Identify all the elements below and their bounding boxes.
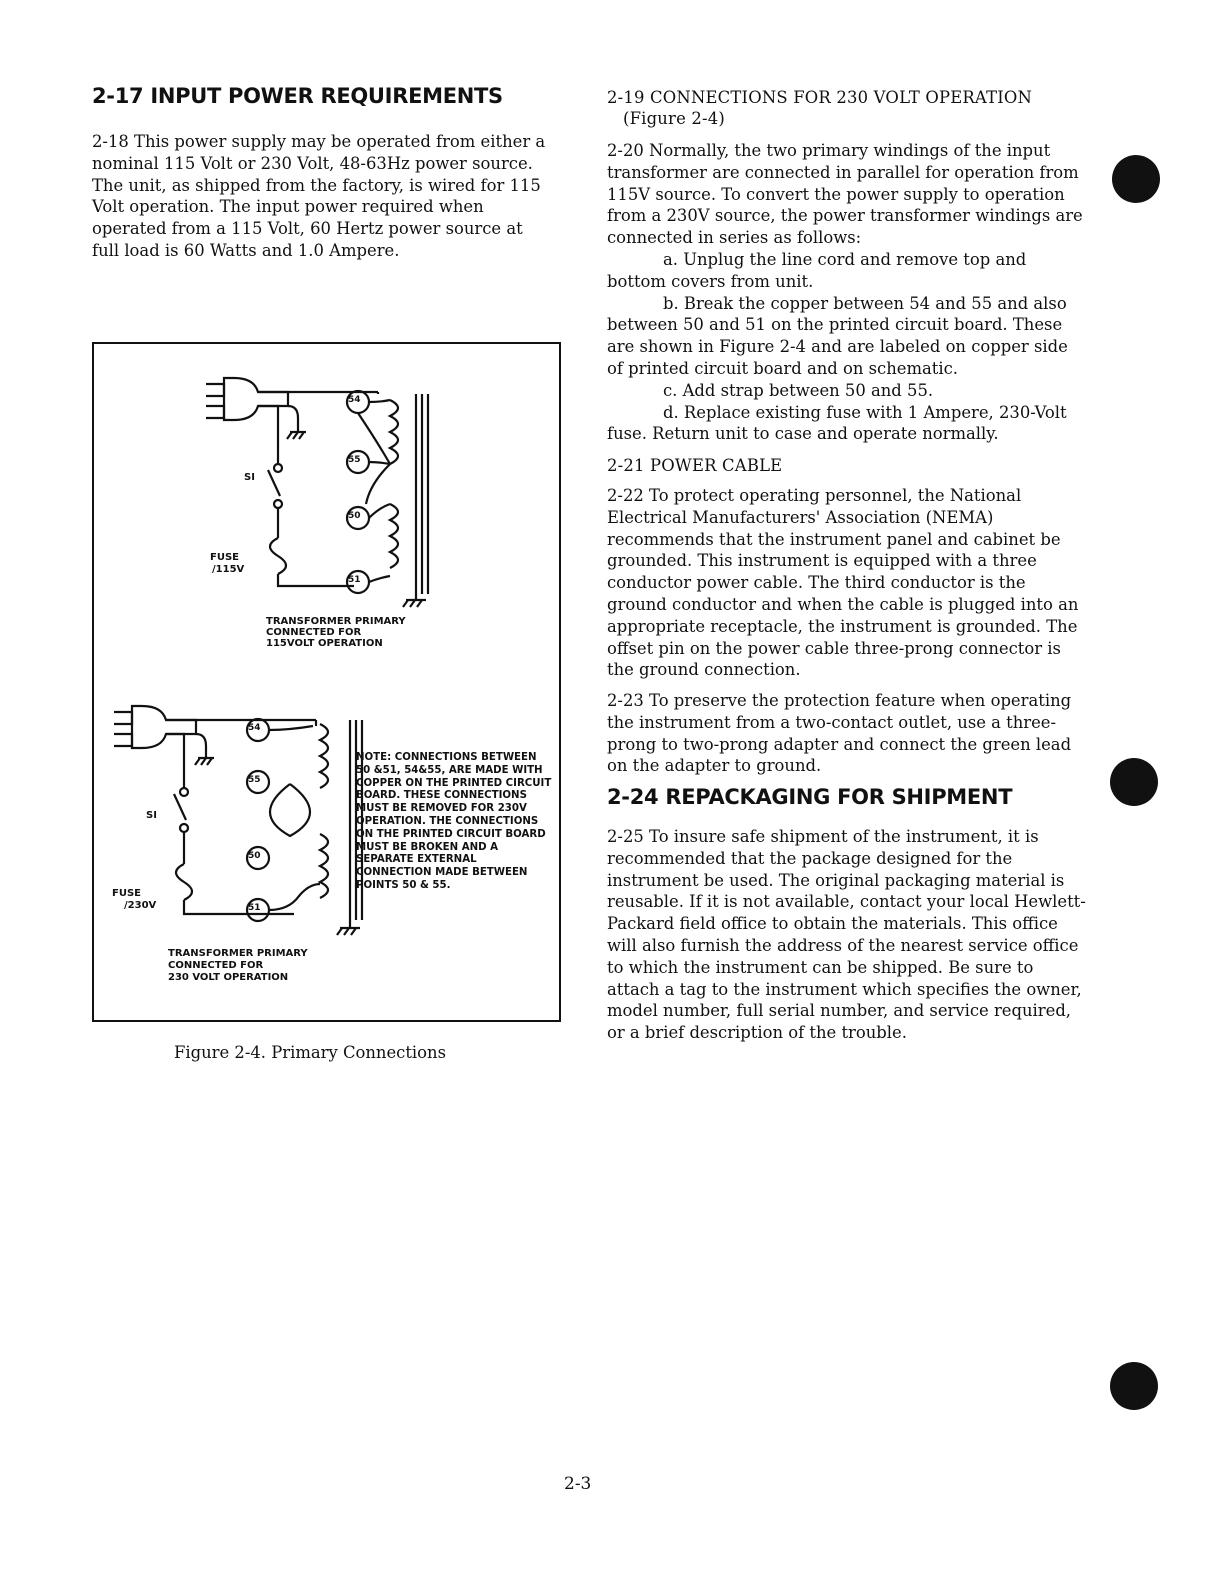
binder-hole-top <box>1112 155 1160 203</box>
binder-hole-middle <box>1110 758 1158 806</box>
ground-icon-4 <box>337 920 360 935</box>
coil-lower-1 <box>390 504 398 568</box>
coil-upper-1 <box>390 400 398 464</box>
diagram-115v-caption <box>266 616 406 649</box>
step-b: b. Break the copper between 54 and 55 and also between 50 and 51 on the printed circuit board. These are shown in Figure 2-4 and are labeled on copper side of printed circuit board and on schematic. <box>607 293 1068 378</box>
switch-s1-icon-1 <box>268 446 282 538</box>
terminal-label-55-d2: 55 <box>248 775 261 785</box>
subheading-2-21: 2-21 POWER CABLE <box>607 456 783 475</box>
ground-icon-2 <box>403 594 426 607</box>
fuse-icon-1 <box>270 538 286 574</box>
paragraph-2-20: 2-20 Normally, the two primary windings of the input transformer are connected in parallel for operation from 115V source. To convert the power supply to operation from a 230V source, the power transformer windings are connected in series as follows: <box>607 141 1083 248</box>
switch-label-d1: SI <box>244 472 255 483</box>
section-heading-2-17: 2-17 INPUT POWER REQUIREMENTS <box>92 84 503 108</box>
ground-icon-1 <box>287 428 306 439</box>
switch-label-d2: SI <box>146 810 157 821</box>
paragraph-2-25: 2-25 To insure safe shipment of the instrument, it is recommended that the package designed for the instrument be used. The original packaging material is reusable. If it is not available, contact your local Hewlett-Packard field office to obtain the materials. This office will also furnish the address of the nearest service office to which the instrument can be shipped. Be sure to attach a tag to the instrument which specifies the owner, model number, full serial number, and service required, or a brief description of the trouble. <box>607 827 1086 1043</box>
coil-upper-2 <box>320 724 328 788</box>
section-2-20-block <box>607 140 1087 445</box>
terminals-1 <box>347 391 369 593</box>
fuse-label-d1-line1: FUSE <box>210 552 239 563</box>
step-d: d. Replace existing fuse with 1 Ampere, 230-Volt fuse. Return unit to case and operate normally. <box>607 402 1067 444</box>
diagram-115v-caption-line3: 115VOLT OPERATION <box>266 638 383 649</box>
switch-s1-icon-2 <box>174 772 188 864</box>
primary-connections-diagram <box>94 344 559 1020</box>
diagram-230v-caption-line3: 230 VOLT OPERATION <box>168 972 289 983</box>
subheading-2-19-line2: (Figure 2-4) <box>623 109 725 128</box>
binder-hole-bottom <box>1110 1362 1158 1410</box>
terminal-label-55-d1: 55 <box>348 455 361 465</box>
fuse-label-d1-line2: /115V <box>212 564 245 575</box>
diagram-230v-note: NOTE: CONNECTIONS BETWEEN 50 &51, 54&55, ARE MADE WITH COPPER ON THE PRINTED CIRCUIT BOARD. THESE CONNECTIONS MUST BE REMOVED FOR 230V OPERATION. THE CONNECTIONS ON THE PRINTED CIRCUIT BOARD MUST BE BROKEN AND A SEPARATE EXTERNAL CONNECTION MADE BETWEEN POINTS 50 & 55. <box>356 752 552 891</box>
step-a: a. Unplug the line cord and remove top and bottom covers from unit. <box>607 249 1027 291</box>
terminal-label-50-d2: 50 <box>248 851 261 861</box>
section-heading-2-24: 2-24 REPACKAGING FOR SHIPMENT <box>607 785 1013 809</box>
plug-icon-2 <box>114 706 316 772</box>
transformer-core-1 <box>416 394 428 594</box>
coil-lower-2 <box>320 834 328 898</box>
step-c: c. Add strap between 50 and 55. <box>663 380 934 400</box>
terminals-2 <box>247 719 269 921</box>
diagram-230v-caption-line1: TRANSFORMER PRIMARY <box>168 948 308 959</box>
fuse-label-d2-line2: /230V <box>124 900 157 911</box>
terminal-label-54-d2: 54 <box>248 723 261 733</box>
diagram-115v-caption-line1: TRANSFORMER PRIMARY <box>266 616 406 627</box>
paragraph-2-22: 2-22 To protect operating personnel, the National Electrical Manufacturers' Association (NEMA) recommends that the instrument panel and cabinet be grounded. This instrument is equipped with a three conductor power cable. The third conductor is the ground conductor and when the cable is plugged into an appropriate receptacle, the instrument is grounded. The offset pin on the power cable three-prong connector is the ground connection. <box>607 486 1079 680</box>
fuse-icon-2 <box>176 864 192 900</box>
terminal-label-51-d2: 51 <box>248 903 261 913</box>
terminal-label-54-d1: 54 <box>348 395 361 405</box>
series-strap <box>270 784 310 836</box>
ground-icon-3 <box>195 754 214 765</box>
subheading-2-19-line1: 2-19 CONNECTIONS FOR 230 VOLT OPERATION <box>607 88 1033 107</box>
figure-2-4-box <box>92 342 561 1022</box>
terminal-label-50-d1: 50 <box>348 511 361 521</box>
page-number: 2-3 <box>564 1474 592 1494</box>
fuse-label-d2-line1: FUSE <box>112 888 141 899</box>
paragraph-2-23: 2-23 To preserve the protection feature when operating the instrument from a two-contact outlet, use a three-prong to two-prong adapter and connect the green lead on the adapter to ground. <box>607 691 1072 776</box>
figure-caption: Figure 2-4. Primary Connections <box>174 1043 447 1062</box>
diagram-230v-caption-line2: CONNECTED FOR <box>168 960 264 971</box>
paragraph-2-18: 2-18 This power supply may be operated from either a nominal 115 Volt or 230 Volt, 48-63Hz power source. The unit, as shipped from the factory, is wired for 115 Volt operation. The input power required when operated from a 115 Volt, 60 Hertz power source at full load is 60 Watts and 1.0 Ampere. <box>92 132 546 260</box>
terminal-label-51-d1: 51 <box>348 575 361 585</box>
diagram-230v-caption <box>168 948 308 984</box>
diagram-115v-caption-line2: CONNECTED FOR <box>266 627 362 638</box>
